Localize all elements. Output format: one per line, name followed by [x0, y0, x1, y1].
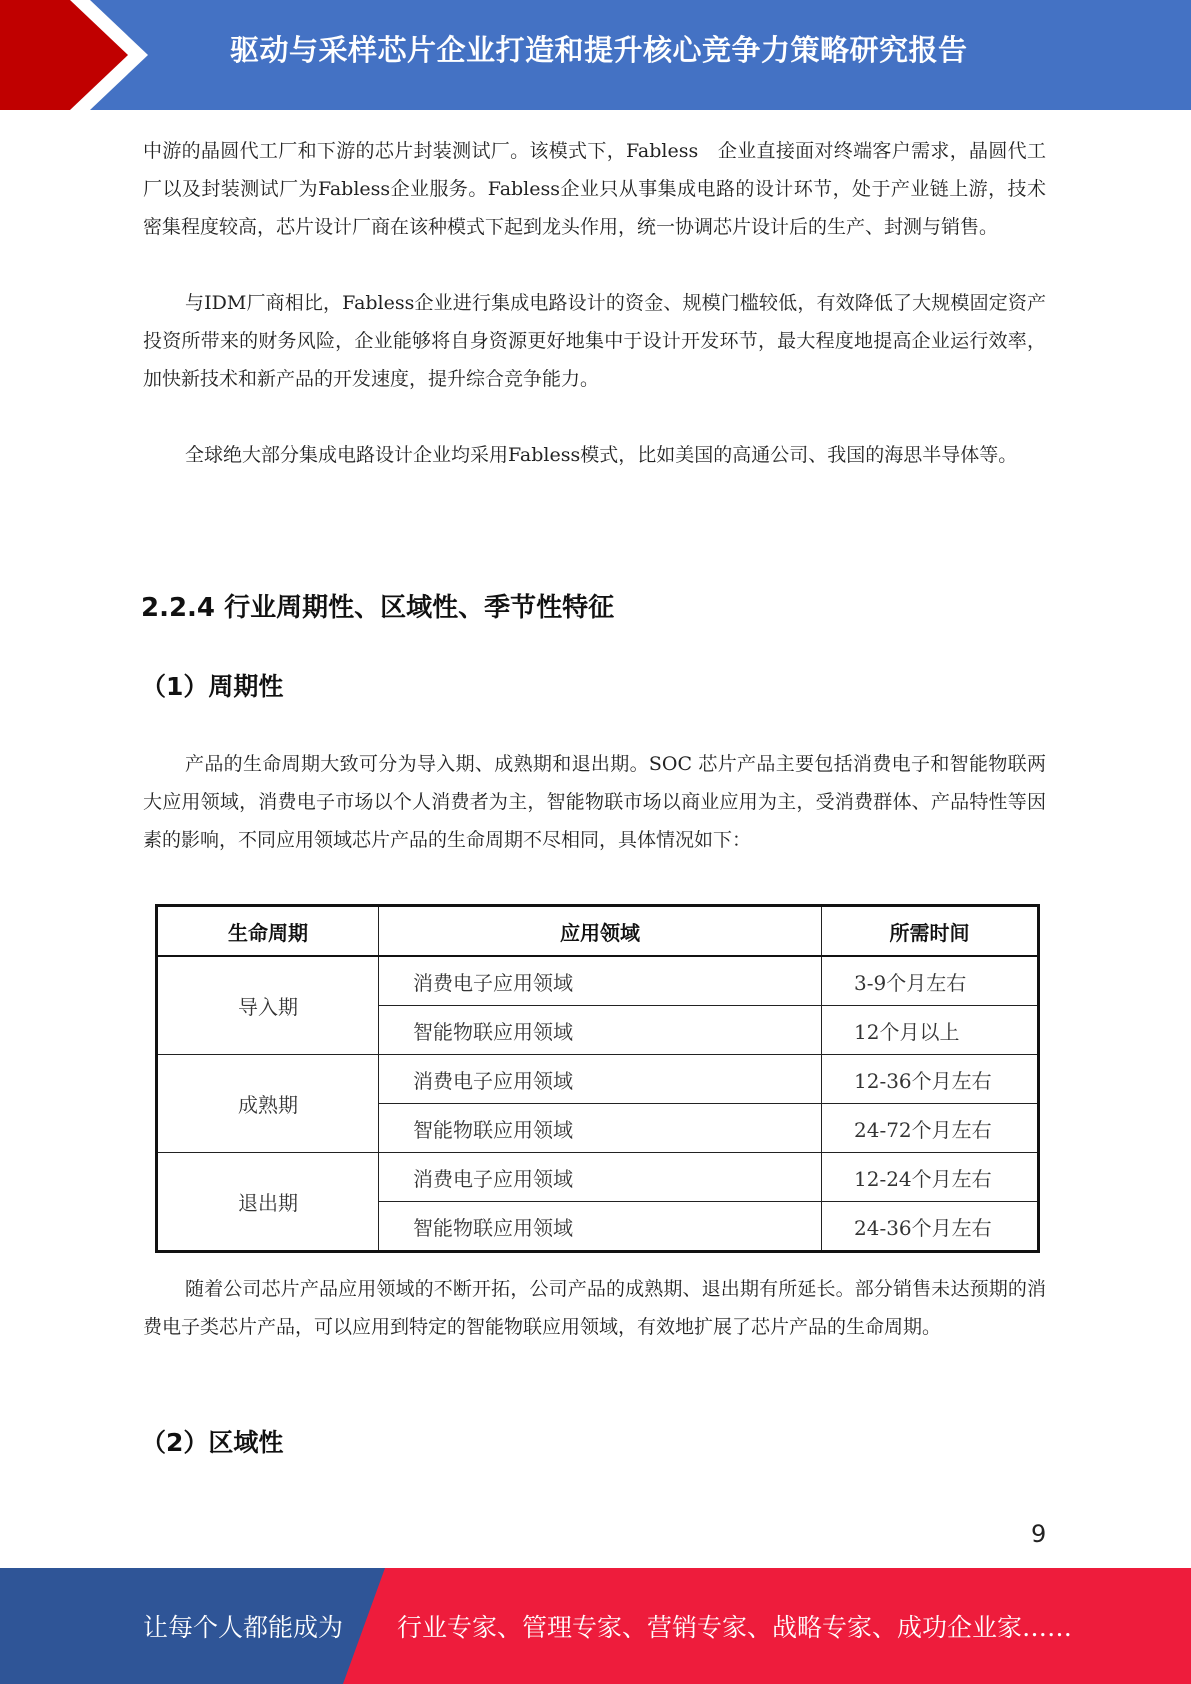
lifecycle-table: [155, 904, 1040, 1253]
table-row: [157, 1055, 1039, 1104]
field-cell: 智能物联应用领域: [379, 1202, 822, 1252]
paragraph-5: 随着公司芯片产品应用领域的不断开拓，公司产品的成熟期、退出期有所延长。部分销售未达预期的消费电子类芯片产品，可以应用到特定的智能物联应用领域，有效地扩展了芯片产品的生命周期。: [143, 1278, 1046, 1338]
field-cell: 智能物联应用领域: [379, 1104, 822, 1153]
time-cell: 24-36个月左右: [822, 1202, 1039, 1252]
paragraph-4: 产品的生命周期大致可分为导入期、成熟期和退出期。SOC 芯片产品主要包括消费电子和智能物联两大应用领域，消费电子市场以个人消费者为主，智能物联市场以商业应用为主，受消费群体、产品特性等因素的影响，不同应用领域芯片产品的生命周期不尽相同，具体情况如下：: [143, 753, 1046, 851]
field-cell: 消费电子应用领域: [379, 1055, 822, 1104]
header-title: 驱动与采样芯片企业打造和提升核心竞争力策略研究报告: [230, 33, 968, 67]
field-cell: 消费电子应用领域: [379, 956, 822, 1006]
time-cell: 12-36个月左右: [822, 1055, 1039, 1104]
footer-slogan-left: 让每个人都能成为: [143, 1613, 344, 1642]
document-body: [143, 132, 1046, 474]
paragraph-2: 与IDM厂商相比，Fabless企业进行集成电路设计的资金、规模门槛较低，有效降低了大规模固定资产投资所带来的财务风险，企业能够将自身资源更好地集中于设计开发环节，最大程度地提高企业运行效率，加快新技术和新产品的开发速度，提升综合竞争能力。: [143, 292, 1046, 390]
page-header: [0, 0, 1191, 110]
col-header-field: 应用领域: [379, 906, 822, 957]
paragraph-3: 全球绝大部分集成电路设计企业均采用Fabless模式，比如美国的高通公司、我国的海思半导体等。: [185, 444, 1018, 466]
col-header-time: 所需时间: [822, 906, 1039, 957]
stage-cell: 导入期: [157, 956, 379, 1055]
field-cell: 消费电子应用领域: [379, 1153, 822, 1202]
header-arrow-decoration: [0, 0, 160, 110]
section-heading: 2.2.4 行业周期性、区域性、季节性特征: [141, 593, 615, 623]
table-row: [157, 956, 1039, 1006]
subheading-regionality: （2）区域性: [141, 1428, 284, 1457]
subheading-cyclicality: （1）周期性: [141, 672, 284, 701]
col-header-stage: 生命周期: [157, 906, 379, 957]
time-cell: 12个月以上: [822, 1006, 1039, 1055]
time-cell: 12-24个月左右: [822, 1153, 1039, 1202]
stage-cell: 退出期: [157, 1153, 379, 1252]
stage-cell: 成熟期: [157, 1055, 379, 1153]
time-cell: 3-9个月左右: [822, 956, 1039, 1006]
table-header-row: [157, 906, 1039, 957]
table-row: [157, 1153, 1039, 1202]
time-cell: 24-72个月左右: [822, 1104, 1039, 1153]
footer-slogan-right: 行业专家、管理专家、营销专家、战略专家、成功企业家……: [397, 1613, 1073, 1642]
field-cell: 智能物联应用领域: [379, 1006, 822, 1055]
page-number: 9: [1031, 1520, 1047, 1548]
page-footer: [0, 1568, 1191, 1684]
paragraph-1: 中游的晶圆代工厂和下游的芯片封装测试厂。该模式下，Fabless 企业直接面对终端客户需求，晶圆代工厂以及封装测试厂为Fabless企业服务。Fabless企业只从事集成电路的设计环节，处于产业链上游，技术密集程度较高，芯片设计厂商在该种模式下起到龙头作用，统一协调芯片设计后的生产、封测与销售。: [143, 140, 1046, 238]
